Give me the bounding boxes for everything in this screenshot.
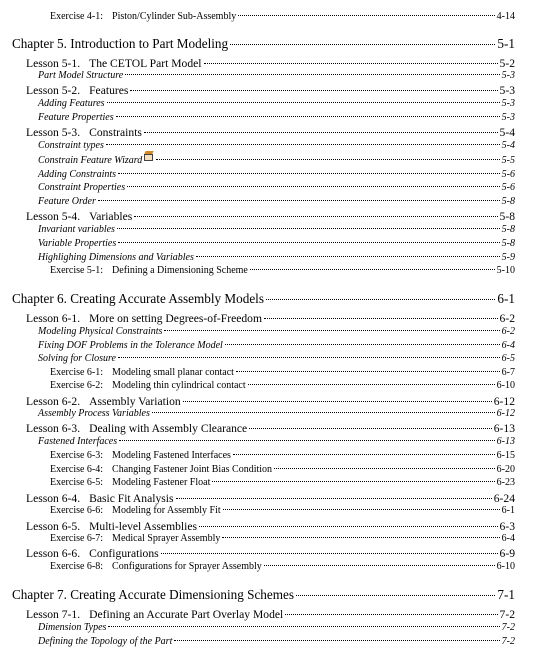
page-number: 5-8 bbox=[499, 210, 515, 223]
toc-entry-topic[interactable] bbox=[0, 183, 535, 193]
entry-title: Variable Properties bbox=[38, 238, 117, 249]
entry-title: Multi-level Assemblies bbox=[89, 520, 197, 533]
entry-title: Defining the Topology of the Part bbox=[38, 636, 173, 647]
entry-number: Exercise 4-1: bbox=[50, 11, 104, 22]
dot-leader bbox=[183, 401, 492, 402]
entry-title: Constraint types bbox=[38, 140, 104, 151]
page-number: 5-4 bbox=[501, 140, 515, 151]
dot-leader bbox=[176, 498, 492, 499]
dot-leader bbox=[238, 15, 494, 16]
dot-leader bbox=[106, 144, 500, 145]
entry-label bbox=[50, 368, 234, 378]
toc-entry-topic[interactable] bbox=[0, 623, 535, 633]
entry-title: Medical Sprayer Assembly bbox=[112, 533, 221, 544]
entry-label bbox=[50, 506, 221, 516]
page-number: 6-9 bbox=[499, 547, 515, 560]
page-number: 6-3 bbox=[499, 520, 515, 533]
entry-title: Solving for Closure bbox=[38, 353, 116, 364]
toc-entry-topic[interactable] bbox=[0, 155, 535, 166]
page-number: 5-10 bbox=[496, 265, 515, 276]
dot-leader bbox=[274, 468, 495, 469]
entry-label bbox=[38, 183, 125, 193]
page-number: 6-4 bbox=[501, 533, 515, 544]
page-number: 5-4 bbox=[499, 126, 515, 139]
entry-number: Lesson 6-3. bbox=[26, 422, 81, 435]
page-number: 7-2 bbox=[499, 608, 515, 621]
entry-title: Chapter 6. Creating Accurate Assembly Models bbox=[12, 291, 264, 306]
entry-title: Modeling small planar contact bbox=[112, 367, 234, 378]
entry-number: Exercise 6-4: bbox=[50, 464, 104, 475]
dot-leader bbox=[152, 412, 495, 413]
toc-entry-topic[interactable] bbox=[0, 99, 535, 109]
entry-label bbox=[26, 211, 132, 223]
entry-title: Modeling for Assembly Fit bbox=[112, 505, 221, 516]
dot-leader bbox=[266, 299, 495, 300]
dot-leader bbox=[233, 454, 495, 455]
toc-entry-lesson[interactable] bbox=[0, 521, 535, 533]
dot-leader bbox=[196, 256, 500, 257]
dot-leader bbox=[204, 63, 498, 64]
dot-leader bbox=[212, 481, 494, 482]
entry-title: Changing Fastener Joint Bias Condition bbox=[112, 464, 273, 475]
entry-label bbox=[50, 478, 210, 488]
entry-number: Lesson 5-2. bbox=[26, 84, 81, 97]
page-number: 5-8 bbox=[501, 224, 515, 235]
entry-number: Lesson 6-5. bbox=[26, 520, 81, 533]
entry-label bbox=[38, 239, 116, 249]
page-number: 5-8 bbox=[501, 196, 515, 207]
toc-entry-chapter[interactable] bbox=[0, 588, 535, 601]
page-number: 4-14 bbox=[496, 11, 515, 22]
dot-leader bbox=[250, 269, 495, 270]
dot-leader bbox=[161, 553, 498, 554]
toc-entry-topic[interactable] bbox=[0, 437, 535, 447]
page-number: 6-2 bbox=[501, 326, 515, 337]
entry-number: Exercise 6-7: bbox=[50, 533, 104, 544]
toc-entry-topic[interactable] bbox=[0, 141, 535, 151]
dot-leader bbox=[225, 344, 500, 345]
toc-entry-topic[interactable] bbox=[0, 197, 535, 207]
entry-label bbox=[38, 341, 223, 351]
toc-entry-chapter[interactable] bbox=[0, 37, 535, 50]
entry-label bbox=[26, 127, 142, 139]
entry-label bbox=[50, 381, 246, 391]
toc-entry-topic[interactable] bbox=[0, 239, 535, 249]
entry-label bbox=[38, 623, 106, 633]
entry-number: Lesson 6-2. bbox=[26, 395, 81, 408]
toc-entry-topic[interactable] bbox=[0, 225, 535, 235]
entry-title: The CETOL Part Model bbox=[89, 57, 202, 70]
toc-entry-topic[interactable] bbox=[0, 637, 535, 647]
entry-number: Exercise 6-2: bbox=[50, 380, 104, 391]
entry-number: Lesson 6-1. bbox=[26, 312, 81, 325]
toc-entry-exercise[interactable] bbox=[0, 478, 535, 488]
toc-entry-exercise[interactable] bbox=[0, 534, 535, 544]
toc-entry-topic[interactable] bbox=[0, 113, 535, 123]
entry-label bbox=[50, 12, 236, 22]
entry-title: Modeling Fastened Interfaces bbox=[112, 450, 231, 461]
toc-entry-exercise[interactable] bbox=[0, 368, 535, 378]
page-number: 6-12 bbox=[496, 408, 515, 419]
page-number: 6-4 bbox=[501, 340, 515, 351]
page-number: 6-12 bbox=[493, 395, 515, 408]
toc-entry-lesson[interactable] bbox=[0, 396, 535, 408]
entry-title: Feature Properties bbox=[38, 112, 114, 123]
dot-leader bbox=[285, 614, 497, 615]
entry-label bbox=[38, 99, 105, 109]
dot-leader bbox=[296, 595, 495, 596]
entry-number: Exercise 6-8: bbox=[50, 561, 104, 572]
page-number: 6-10 bbox=[496, 561, 515, 572]
entry-label bbox=[12, 588, 294, 601]
entry-label bbox=[38, 253, 194, 263]
entry-title: Configurations bbox=[89, 547, 159, 560]
dot-leader bbox=[125, 74, 499, 75]
entry-label bbox=[50, 465, 272, 475]
entry-label bbox=[26, 396, 181, 408]
entry-label bbox=[50, 451, 231, 461]
entry-title: Constraints bbox=[89, 126, 142, 139]
entry-number: Lesson 5-4. bbox=[26, 210, 81, 223]
page-number: 5-3 bbox=[501, 70, 515, 81]
entry-number: Exercise 6-5: bbox=[50, 477, 104, 488]
toc-entry-topic[interactable] bbox=[0, 253, 535, 263]
toc-entry-exercise[interactable] bbox=[0, 465, 535, 475]
page-number: 5-6 bbox=[501, 182, 515, 193]
entry-label bbox=[12, 292, 264, 305]
entry-label bbox=[26, 493, 174, 505]
page-number: 5-3 bbox=[501, 112, 515, 123]
entry-label bbox=[38, 170, 116, 180]
dot-leader bbox=[236, 371, 500, 372]
toc-entry-chapter[interactable] bbox=[0, 292, 535, 305]
entry-number: Exercise 6-6: bbox=[50, 505, 104, 516]
toc-entry-exercise[interactable] bbox=[0, 562, 535, 572]
entry-title: Modeling thin cylindrical contact bbox=[112, 380, 246, 391]
toc-entry-lesson[interactable] bbox=[0, 127, 535, 139]
entry-number: Lesson 7-1. bbox=[26, 608, 81, 621]
entry-label bbox=[38, 113, 114, 123]
page-number: 6-13 bbox=[493, 422, 515, 435]
toc-entry-exercise[interactable] bbox=[0, 506, 535, 516]
page-number: 7-2 bbox=[501, 622, 515, 633]
toc-entry-topic[interactable] bbox=[0, 341, 535, 351]
entry-title: Configurations for Sprayer Assembly bbox=[112, 561, 262, 572]
entry-label bbox=[50, 562, 262, 572]
dot-leader bbox=[118, 357, 500, 358]
entry-title: Fixing DOF Problems in the Tolerance Model bbox=[38, 340, 223, 351]
entry-title: Constrain Feature Wizard bbox=[38, 155, 143, 166]
dot-leader bbox=[108, 626, 499, 627]
entry-title: Basic Fit Analysis bbox=[89, 492, 174, 505]
entry-title: Constraint Properties bbox=[38, 182, 126, 193]
entry-title: Chapter 7. Creating Accurate Dimensioning Schemes bbox=[12, 587, 294, 602]
toc-entry-exercise[interactable] bbox=[0, 12, 535, 22]
entry-number: Exercise 6-1: bbox=[50, 367, 104, 378]
entry-label bbox=[50, 534, 220, 544]
toc-entry-topic[interactable] bbox=[0, 170, 535, 180]
entry-label bbox=[26, 521, 197, 533]
entry-title: Defining a Dimensioning Scheme bbox=[112, 265, 248, 276]
toc-entry-lesson[interactable] bbox=[0, 609, 535, 621]
entry-title: Dealing with Assembly Clearance bbox=[89, 422, 248, 435]
page-number: 5-8 bbox=[501, 238, 515, 249]
dot-leader bbox=[134, 216, 497, 217]
dot-leader bbox=[174, 640, 499, 641]
page-number: 6-1 bbox=[497, 291, 515, 306]
entry-label bbox=[26, 548, 159, 560]
dot-leader bbox=[230, 44, 495, 45]
entry-title: Modeling Physical Constraints bbox=[38, 326, 163, 337]
entry-number: Exercise 6-3: bbox=[50, 450, 104, 461]
entry-label bbox=[38, 71, 123, 81]
entry-label bbox=[26, 423, 247, 435]
toc-entry-topic[interactable] bbox=[0, 354, 535, 364]
entry-label bbox=[26, 313, 262, 325]
dot-leader bbox=[107, 102, 500, 103]
entry-title: Assembly Process Variables bbox=[38, 408, 150, 419]
dot-leader bbox=[222, 537, 499, 538]
dot-leader bbox=[223, 509, 500, 510]
entry-title: Highlighing Dimensions and Variables bbox=[38, 252, 194, 263]
entry-title: Piston/Cylinder Sub-Assembly bbox=[112, 11, 237, 22]
page-number: 6-15 bbox=[496, 450, 515, 461]
dot-leader bbox=[118, 242, 499, 243]
page-number: 6-23 bbox=[496, 477, 515, 488]
toc-entry-lesson[interactable] bbox=[0, 58, 535, 70]
entry-label bbox=[38, 437, 117, 447]
entry-title: Features bbox=[89, 84, 129, 97]
toc-entry-exercise[interactable] bbox=[0, 451, 535, 461]
entry-label bbox=[26, 85, 128, 97]
entry-label bbox=[38, 354, 116, 364]
entry-title: Adding Constraints bbox=[38, 169, 117, 180]
page-number: 7-1 bbox=[497, 587, 515, 602]
dot-leader bbox=[116, 116, 500, 117]
dot-leader bbox=[164, 330, 499, 331]
entry-title: More on setting Degrees-of-Freedom bbox=[89, 312, 262, 325]
page-number: 6-7 bbox=[501, 367, 515, 378]
page-number: 7-2 bbox=[501, 636, 515, 647]
page-number: 6-5 bbox=[501, 353, 515, 364]
entry-label bbox=[38, 409, 150, 419]
page-number: 5-1 bbox=[497, 36, 515, 51]
toc-entry-lesson[interactable] bbox=[0, 548, 535, 560]
entry-title: Defining an Accurate Part Overlay Model bbox=[89, 608, 284, 621]
toc-entry-lesson[interactable] bbox=[0, 313, 535, 325]
entry-title: Invariant variables bbox=[38, 224, 115, 235]
page-number: 5-6 bbox=[501, 169, 515, 180]
dot-leader bbox=[117, 228, 500, 229]
dot-leader bbox=[248, 384, 495, 385]
page-number: 5-3 bbox=[501, 98, 515, 109]
page-number: 6-24 bbox=[493, 492, 515, 505]
entry-label bbox=[38, 327, 162, 337]
entry-label bbox=[26, 58, 202, 70]
entry-number: Lesson 5-3. bbox=[26, 126, 81, 139]
entry-label bbox=[38, 637, 172, 647]
page-number: 6-1 bbox=[501, 505, 515, 516]
toc-entry-topic[interactable] bbox=[0, 409, 535, 419]
dot-leader bbox=[127, 186, 500, 187]
entry-label bbox=[38, 155, 154, 166]
page-number: 5-2 bbox=[499, 57, 515, 70]
dot-leader bbox=[156, 159, 499, 160]
entry-label bbox=[38, 141, 104, 151]
toc-entry-lesson[interactable] bbox=[0, 493, 535, 505]
dot-leader bbox=[119, 440, 495, 441]
entry-number: Exercise 5-1: bbox=[50, 265, 104, 276]
toc-entry-exercise[interactable] bbox=[0, 266, 535, 276]
entry-title: Feature Order bbox=[38, 196, 96, 207]
dot-leader bbox=[249, 428, 492, 429]
entry-title: Adding Features bbox=[38, 98, 105, 109]
entry-label bbox=[50, 266, 248, 276]
toc-entry-topic[interactable] bbox=[0, 71, 535, 81]
page-number: 6-20 bbox=[496, 464, 515, 475]
entry-title: Assembly Variation bbox=[89, 395, 181, 408]
dot-leader bbox=[98, 200, 500, 201]
dot-leader bbox=[264, 318, 498, 319]
entry-number: Lesson 5-1. bbox=[26, 57, 81, 70]
entry-title: Modeling Fastener Float bbox=[112, 477, 211, 488]
entry-title: Dimension Types bbox=[38, 622, 107, 633]
dot-leader bbox=[264, 565, 495, 566]
entry-title: Fastened Interfaces bbox=[38, 436, 118, 447]
page-number: 5-9 bbox=[501, 252, 515, 263]
entry-title: Chapter 5. Introduction to Part Modeling bbox=[12, 36, 229, 51]
page-number: 5-5 bbox=[501, 155, 515, 166]
entry-label bbox=[38, 225, 115, 235]
entry-number: Lesson 6-4. bbox=[26, 492, 81, 505]
entry-label bbox=[12, 37, 228, 50]
dot-leader bbox=[118, 173, 500, 174]
dot-leader bbox=[130, 90, 497, 91]
dot-leader bbox=[144, 132, 498, 133]
toc-entry-lesson[interactable] bbox=[0, 85, 535, 97]
page-number: 5-3 bbox=[499, 84, 515, 97]
page-number: 6-13 bbox=[496, 436, 515, 447]
entry-label bbox=[38, 197, 96, 207]
entry-title: Variables bbox=[89, 210, 133, 223]
page-number: 6-2 bbox=[499, 312, 515, 325]
toc-entry-topic[interactable] bbox=[0, 327, 535, 337]
toc-entry-lesson[interactable] bbox=[0, 423, 535, 435]
toc-entry-lesson[interactable] bbox=[0, 211, 535, 223]
entry-title: Part Model Structure bbox=[38, 70, 124, 81]
entry-number: Lesson 6-6. bbox=[26, 547, 81, 560]
page-number: 6-10 bbox=[496, 380, 515, 391]
entry-label bbox=[26, 609, 283, 621]
wizard-icon bbox=[143, 155, 154, 163]
toc-entry-exercise[interactable] bbox=[0, 381, 535, 391]
dot-leader bbox=[199, 526, 498, 527]
